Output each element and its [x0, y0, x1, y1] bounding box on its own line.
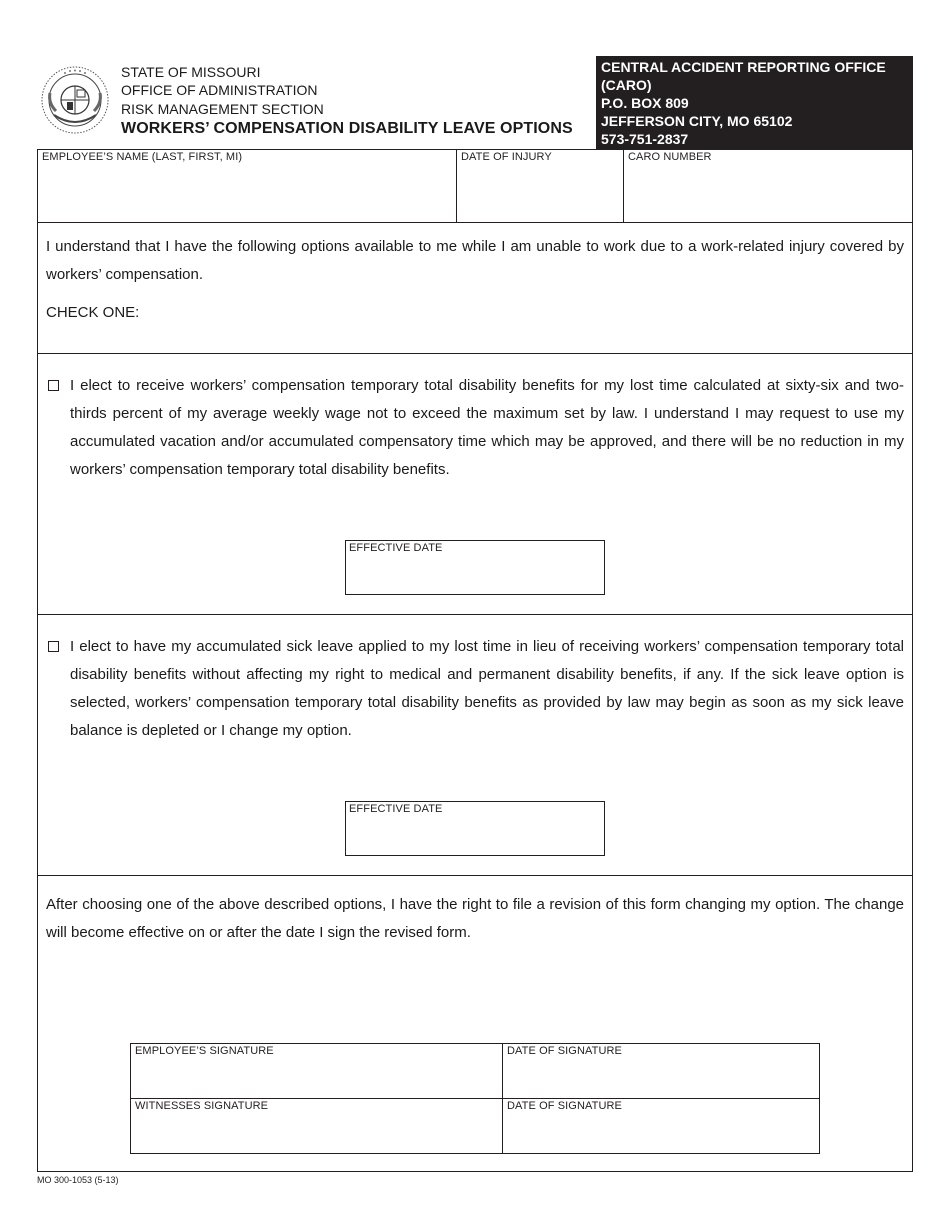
employee-name-field[interactable] — [38, 150, 456, 222]
caro-number-field[interactable] — [624, 150, 912, 222]
agency-office: OFFICE OF ADMINISTRATION — [121, 82, 318, 98]
witness-signature-date-label: DATE OF SIGNATURE — [507, 1100, 622, 1112]
option-sick-leave — [46, 633, 904, 745]
agency-section: RISK MANAGEMENT SECTION — [121, 101, 324, 117]
date-of-injury-field[interactable] — [457, 150, 623, 222]
witness-signature-label: WITNESSES SIGNATURE — [135, 1100, 269, 1112]
divider — [37, 875, 913, 876]
option-sick-leave-checkbox[interactable] — [48, 641, 59, 652]
intro-text: I understand that I have the following options available to me while I am unable to work due to a work-related injury covered by workers’ compensation. — [46, 238, 904, 283]
employee-name-label: EMPLOYEE’S NAME (LAST, FIRST, MI) — [42, 151, 243, 163]
form-number: MO 300-1053 (5-13) — [37, 1175, 119, 1185]
effective-date-field[interactable] — [345, 540, 605, 595]
caro-abbrev: (CARO) — [601, 77, 652, 93]
option-tt-benefits-checkbox[interactable] — [48, 380, 59, 391]
caro-name: CENTRAL ACCIDENT REPORTING OFFICE — [601, 59, 886, 75]
caro-po-box: P.O. BOX 809 — [601, 95, 689, 111]
witness-signature-field[interactable] — [131, 1099, 502, 1153]
option-sick-leave-text: I elect to have my accumulated sick leave applied to my lost time in lieu of receiving workers’ compensation temporary total disability benefits without affecting my right to medical and permanent disability benefits, if any. If the sick leave option is selected, workers’ compensation temporary total disability benefits as provided by law may begin as soon as my sick leave balance is depleted or I change my option. — [70, 638, 904, 739]
signature-table — [130, 1043, 820, 1154]
agency-state: STATE OF MISSOURI — [121, 64, 261, 80]
effective-date-field[interactable] — [345, 801, 605, 856]
employee-signature-label: EMPLOYEE’S SIGNATURE — [135, 1045, 274, 1057]
state-seal-icon — [40, 63, 110, 137]
employee-signature-field[interactable] — [131, 1044, 502, 1098]
date-of-injury-label: DATE OF INJURY — [461, 151, 552, 163]
caro-address-block — [596, 56, 913, 150]
divider — [37, 222, 913, 223]
caro-city: JEFFERSON CITY, MO 65102 — [601, 113, 793, 129]
option-tt-benefits — [46, 372, 904, 484]
revision-text: After choosing one of the above described options, I have the right to file a revision of this form changing my option. The change will become effective on or after the date I sign the revised form. — [46, 896, 904, 941]
form-title: WORKERS’ COMPENSATION DISABILITY LEAVE OPTIONS — [121, 120, 573, 137]
caro-phone: 573-751-2837 — [601, 131, 689, 147]
option-tt-benefits-text: I elect to receive workers’ compensation temporary total disability benefits for my lost time calculated at sixty-six and two-thirds percent of my average weekly wage not to exceed the maximum set by law. I understand I may request to use my accumulated vacation and/or accumulated compensatory time which may be approved, and there will be no reduction in my workers’ compensation temporary total disability benefits. — [70, 377, 904, 478]
employee-signature-date-field[interactable] — [503, 1044, 819, 1098]
caro-number-label: CARO NUMBER — [628, 151, 712, 163]
effective-date-label: EFFECTIVE DATE — [349, 803, 443, 815]
check-one-label: CHECK ONE: — [46, 304, 140, 321]
divider — [37, 353, 913, 354]
divider — [37, 614, 913, 615]
witness-signature-date-field[interactable] — [503, 1099, 819, 1153]
employee-signature-date-label: DATE OF SIGNATURE — [507, 1045, 622, 1057]
effective-date-label: EFFECTIVE DATE — [349, 542, 443, 554]
